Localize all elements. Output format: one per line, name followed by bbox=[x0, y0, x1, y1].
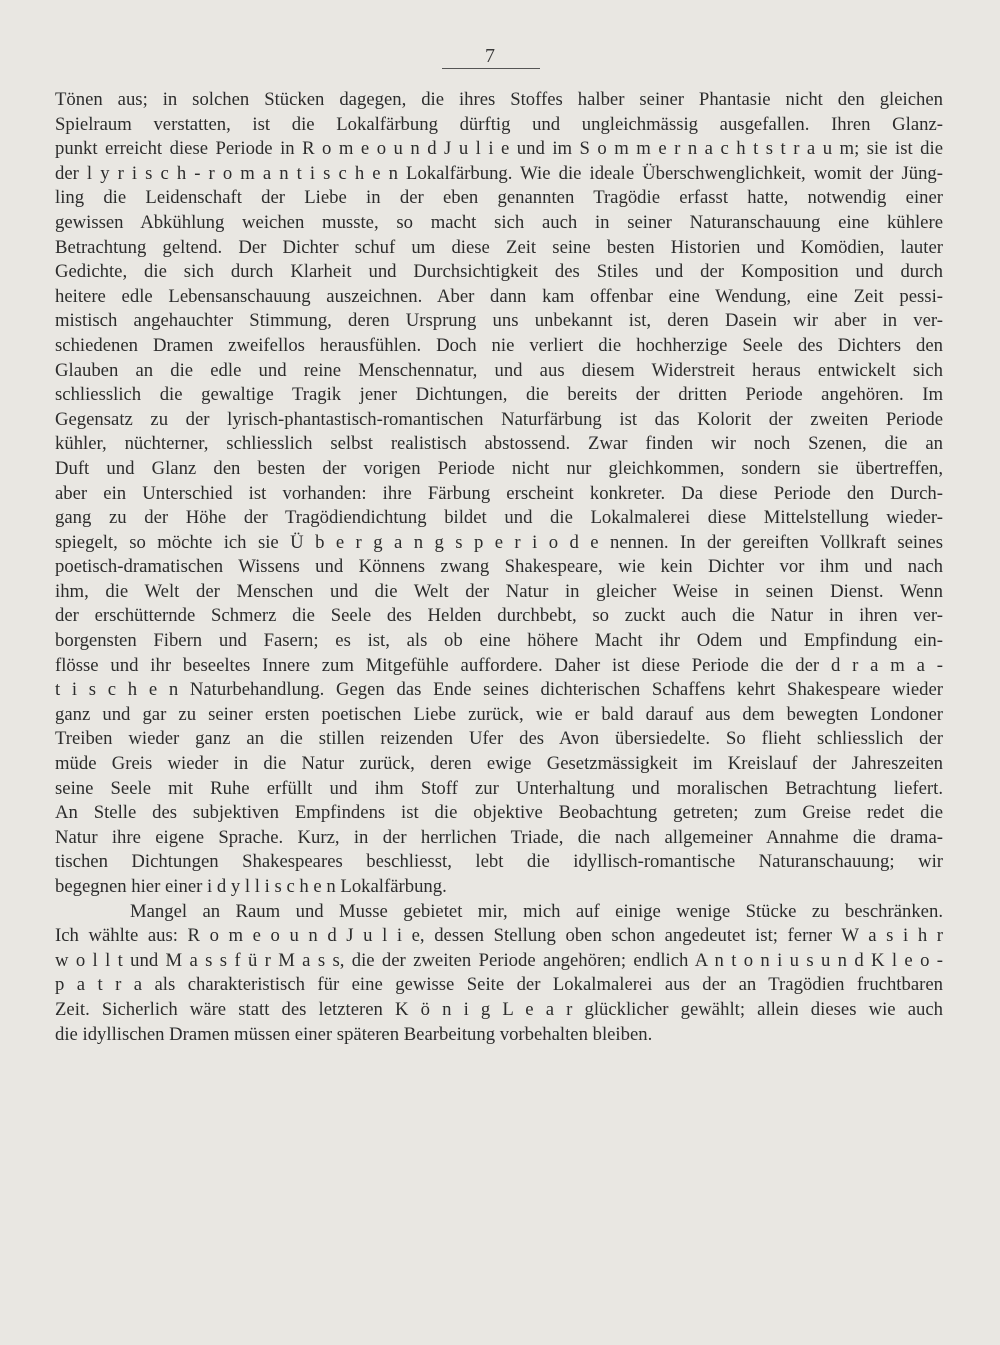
text-line: t i s c h e n Naturbehandlung. Gegen das Ende seines dichterischen Schaffens kehrt Shakespeare wieder bbox=[55, 679, 943, 701]
text-line: Tönen aus; in solchen Stücken dagegen, die ihres Stoffes halber seiner Phantasie nicht den gleichen bbox=[55, 89, 943, 110]
text-line: heitere edle Lebensanschauung auszeichnen. Aber dann kam offenbar eine Wendung, eine Zeit pessi- bbox=[55, 285, 943, 307]
text-line: der l y r i s c h - r o m a n t i s c h e n Lokalfärbung. Wie die ideale Überschwenglichkeit, womit der Jüng- bbox=[55, 162, 943, 184]
text-line: punkt erreicht diese Periode in R o m e o u n d J u l i e und im S o m m e r n a c h t s t r a u m; sie ist die bbox=[55, 138, 943, 160]
text-line: p a t r a als charakteristisch für eine gewisse Seite der Lokalmalerei aus der an Tragödien fruchtbaren bbox=[55, 974, 943, 996]
text-line: Spielraum verstatten, ist die Lokalfärbung dürftig und ungleichmässig ausgefallen. Ihren Glanz- bbox=[55, 113, 943, 135]
text-line: Duft und Glanz den besten der vorigen Periode nicht nur gleichkommen, sondern sie übertreffen, bbox=[55, 457, 943, 479]
text-line: Ich wählte aus: R o m e o u n d J u l i e, dessen Stellung oben schon angedeutet ist; ferner W a s i h r bbox=[55, 925, 943, 947]
text-line: kühler, nüchterner, schliesslich selbst realistisch abstossend. Zwar finden wir noch Szenen, die an bbox=[55, 433, 943, 455]
text-line: gewissen Abkühlung weichen musste, so macht sich auch in seiner Naturanschauung eine kühlere bbox=[55, 211, 943, 233]
text-line: der erschütternde Schmerz die Seele des Helden durchbebt, so zuckt auch die Natur in ihren ver- bbox=[55, 605, 943, 627]
text-line: die idyllischen Dramen müssen einer späteren Bearbeitung vorbehalten bleiben. bbox=[55, 1023, 653, 1045]
text-line: aber ein Unterschied ist vorhanden: ihre Färbung erscheint konkreter. Da diese Periode den Durch- bbox=[55, 482, 943, 504]
text-line: müde Greis wieder in die Natur zurück, deren ewige Gesetzmässigkeit im Kreislauf der Jahreszeiten bbox=[55, 753, 943, 775]
text-line: ling die Leidenschaft der Liebe in der eben genannten Tragödie erfasst hatte, notwendig einer bbox=[55, 187, 943, 209]
text-line: schliesslich die gewaltige Tragik jener Dichtungen, die bereits der dritten Periode angehören. Im bbox=[55, 384, 943, 406]
text-line: Glauben an die edle und reine Menschennatur, und aus diesem Widerstreit heraus entwickelt sich bbox=[55, 359, 943, 381]
text-line: spiegelt, so möchte ich sie Ü b e r g a n g s p e r i o d e nennen. In der gereiften Vollkraft seines bbox=[55, 531, 943, 553]
text-line: ganz und gar zu seiner ersten poetischen Liebe zurück, wie er bald darauf aus dem bewegten Londoner bbox=[55, 703, 943, 725]
text-line: Gegensatz zu der lyrisch-phantastisch-romantischen Naturfärbung ist das Kolorit der zweiten Periode bbox=[55, 408, 943, 430]
text-line: Gedichte, die sich durch Klarheit und Durchsichtigkeit des Stiles und der Komposition und durch bbox=[55, 261, 943, 283]
text-line: tischen Dichtungen Shakespeares beschliesst, lebt die idyllisch-romantische Naturanschauung; wir bbox=[55, 851, 943, 873]
page-number-rule bbox=[442, 68, 540, 69]
text-line: mistisch angehauchter Stimmung, deren Ursprung uns unbekannt ist, deren Dasein wir aber in ver- bbox=[55, 310, 943, 332]
text-line: w o l l t und M a s s f ü r M a s s, die der zweiten Periode angehören; endlich A n t o n i u s u n d K l e o - bbox=[55, 949, 943, 971]
body-text bbox=[55, 88, 943, 1047]
text-line: begegnen hier einer i d y l l i s c h e n Lokalfärbung. bbox=[55, 876, 447, 897]
text-line: Betrachtung geltend. Der Dichter schuf um diese Zeit seine besten Historien und Komödien, lauter bbox=[55, 236, 943, 258]
text-line: poetisch-dramatischen Wissens und Könnens zwang Shakespeare, wie kein Dichter vor ihm und nach bbox=[55, 556, 943, 578]
page-number: 7 bbox=[485, 45, 495, 67]
text-line: borgensten Fibern und Fasern; es ist, als ob eine höhere Macht ihr Odem und Empfindung ein- bbox=[55, 630, 943, 652]
text-line: Zeit. Sicherlich wäre statt des letzteren K ö n i g L e a r glücklicher gewählt; allein dieses wie auch bbox=[55, 998, 943, 1020]
text-line: schiedenen Dramen zweifellos herausfühlen. Doch nie verliert die hochherzige Seele des Dichters den bbox=[55, 334, 943, 356]
text-line: Natur ihre eigene Sprache. Kurz, in der herrlichen Triade, die nach allgemeiner Annahme die drama- bbox=[55, 826, 943, 848]
text-line: gang zu der Höhe der Tragödiendichtung bildet und die Lokalmalerei diese Mittelstellung wieder- bbox=[55, 507, 943, 529]
text-line: flösse und ihr beseeltes Innere zum Mitgefühle auffordere. Daher ist diese Periode die der d r a m a - bbox=[55, 654, 943, 676]
text-line: Mangel an Raum und Musse gebietet mir, mich auf einige wenige Stücke zu beschränken. bbox=[130, 900, 943, 922]
text-line: An Stelle des subjektiven Empfindens ist die objektive Beobachtung getreten; zum Greise redet die bbox=[55, 802, 943, 824]
text-line: seine Seele mit Ruhe erfüllt und ihm Stoff zur Unterhaltung und moralischen Betrachtung liefert. bbox=[55, 777, 943, 799]
text-line: ihm, die Welt der Menschen und die Welt der Natur in gleicher Weise in seinen Dienst. Wenn bbox=[55, 580, 943, 602]
text-line: Treiben wieder ganz an die stillen reizenden Ufer des Avon übersiedelte. So flieht schliesslich der bbox=[55, 728, 943, 750]
